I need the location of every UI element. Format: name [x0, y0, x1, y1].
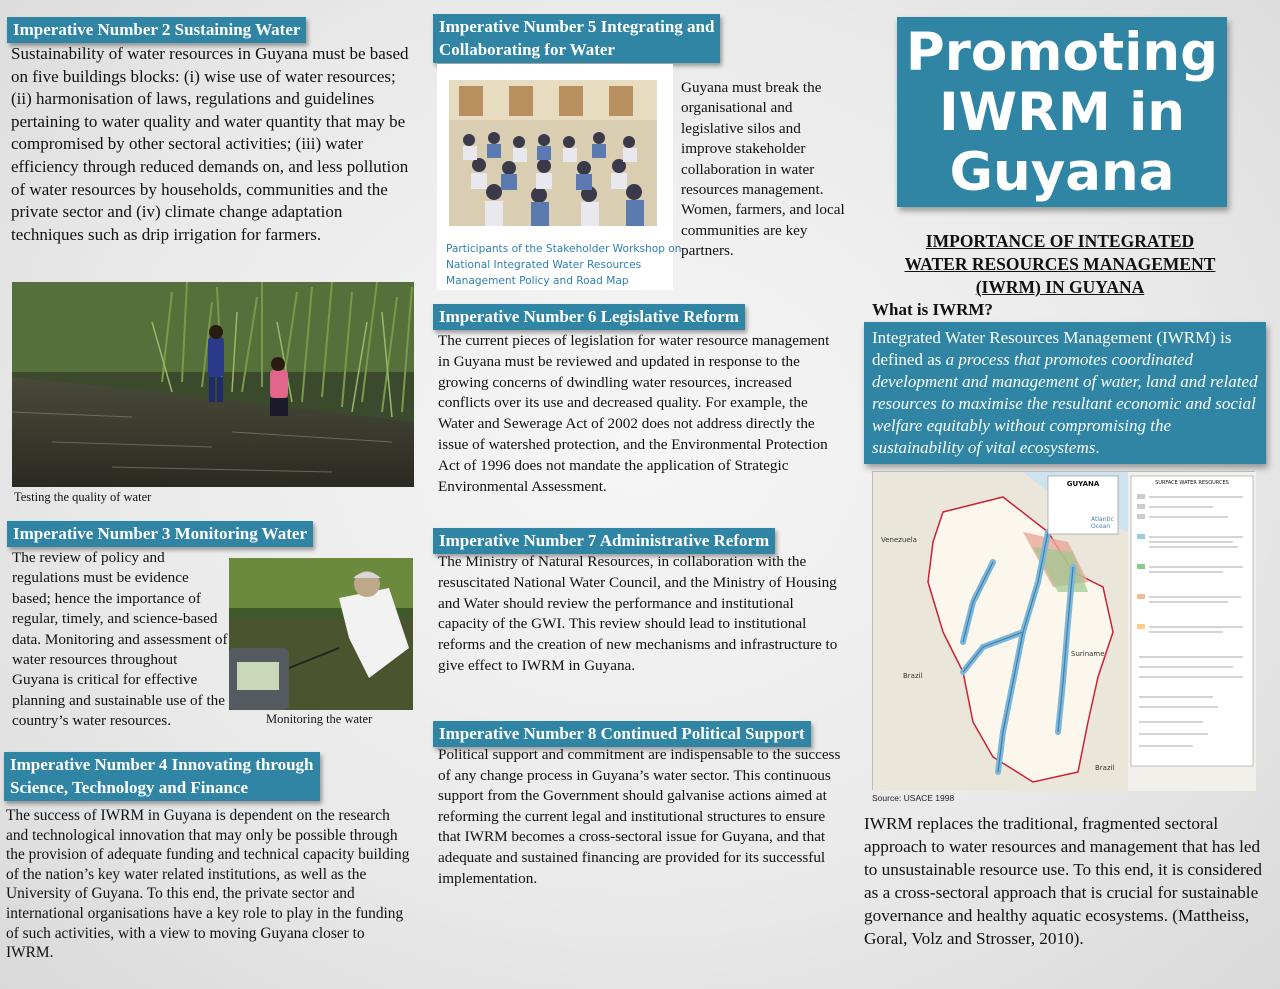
imp5-photo-card — [437, 64, 682, 290]
map-brazil-bottom-label: Brazil — [1095, 764, 1115, 772]
imp5-caption-line2: National Integrated Water Resources — [446, 259, 642, 271]
importance-heading-line3: (IWRM) IN GUYANA — [975, 277, 1145, 297]
title-line3: Guyana — [949, 142, 1175, 203]
imp8-heading: Imperative Number 8 Continued Political Support — [433, 721, 811, 747]
imp3-caption: Monitoring the water — [266, 712, 373, 726]
imp4-heading — [4, 752, 320, 801]
imp5-caption-line1: Participants of the Stakeholder Workshop on — [446, 243, 682, 255]
imp2-body: Sustainability of water resources in Guyana must be based on five buildings blocks: (i) wise use of water resources; (ii) harmonisation of laws, regulations and guidelines pertaining to water quality and water quantity that may be compromised by other sectoral activities; (iii) water efficiency through reduced demands on, and less pollution of water resources by households, communities and the private sector and (iv) climate change adaptation techniques such as drip irrigation for farmers. — [11, 44, 409, 244]
imp6-body: The current pieces of legislation for water resource management in Guyana must be reviewed and updated in response to the growing concerns of dwindling water resources, increased conflicts over its use and decreased quality. For example, the Water and Sewerage Act of 2002 does not address directly the issue of watershed protection, and the Environmental Protection Act of 1996 does not mandate the application of Strategic Environmental Assessment. — [438, 332, 830, 495]
iwrm-replaces-text: IWRM replaces the traditional, fragmented sectoral approach to water resources and management that has led to unsustainable resource use. To this end, it is considered as a cross-sectoral approach that is crucial for sustainable governance and healthy aquatic ecosystems. (Mattheiss, Goral, Volz and Strosser, 2010). — [864, 814, 1263, 948]
importance-heading — [880, 230, 1240, 299]
guyana-map — [872, 471, 1255, 790]
imp5-caption-line3: Management Policy and Road Map — [446, 275, 629, 287]
imp5-body: Guyana must break the organisational and legislative silos and improve stakeholder collaboration in water resources management. Women, farmers, and local communities are key partners. — [681, 79, 845, 260]
imp3-body: The review of policy and regulations must be evidence based; hence the importance of regular, timely, and science-based data. Monitoring and assessment of water resources throughout Guyana is critical for effective planning and sustainable use of the country’s water resources. — [12, 549, 228, 730]
imp3-heading: Imperative Number 3 Monitoring Water — [7, 521, 313, 547]
water-testing-photo — [12, 282, 414, 487]
what-is-iwrm: What is IWRM? — [872, 300, 993, 319]
map-brazil-left-label: Brazil — [903, 672, 923, 680]
map-legend-title: SURFACE WATER RESOURCES — [1155, 480, 1229, 486]
title-line1: Promoting — [905, 22, 1219, 83]
imp5-heading-line2: Collaborating for Water — [439, 40, 615, 59]
imp4-body: The success of IWRM in Guyana is dependent on the research and technological innovation that may only be possible through the provision of adequate funding and technical capacity building of the nation’s key water related institutions, as well as the University of Guyana. To this end, the private sector and international organisations have a key role to play in the funding of such activities, with a view to moving Guyana closer to IWRM. — [6, 807, 410, 962]
imp2-heading: Imperative Number 2 Sustaining Water — [7, 17, 306, 43]
map-venezuela-label: Venezuela — [881, 536, 917, 544]
importance-heading-line1: IMPORTANCE OF INTEGRATED — [925, 231, 1195, 251]
imp5-heading — [433, 14, 720, 63]
importance-heading-line2: WATER RESOURCES MANAGEMENT — [904, 254, 1216, 274]
map-country-label: GUYANA — [1066, 480, 1100, 488]
workshop-photo — [449, 80, 657, 226]
definition-italic: a process that promotes coordinated development and management of water, land and related resources to maximise the resultant economic and social welfare equitably without compromising the sustainability of vital ecosystems — [872, 350, 1258, 457]
imp4-heading-line2: Science, Technology and Finance — [10, 778, 249, 797]
imp4-heading-line1: Imperative Number 4 Innovating through — [10, 755, 314, 774]
imp2-caption: Testing the quality of water — [14, 490, 152, 504]
definition-end: . — [1095, 438, 1100, 457]
imp5-heading-line1: Imperative Number 5 Integrating and — [439, 17, 715, 36]
imp7-body: The Ministry of Natural Resources, in collaboration with the resuscitated National Water Council, and the Ministry of Housing and Water should review the performance and institutional capacity of the GWI. This review should lead to institutional reforms and the creation of new mechanisms and infrastructure to give effect to IWRM in Guyana. — [438, 553, 838, 674]
imp5-caption — [446, 241, 682, 289]
map-ocean-label: Atlantic Ocean — [1091, 516, 1114, 530]
monitoring-photo — [229, 558, 413, 710]
title-line2: IWRM in — [938, 82, 1186, 143]
map-suriname-label: Suriname — [1071, 650, 1105, 658]
imp8-body: Political support and commitment are indispensable to the success of any change process in Guyana’s water sector. This continuous support from the Government should galvanise actions aimed at reforming the current legal and institutional structures to ensure that IWRM becomes a cross-sectoral issue for Guyana, and that adequate and sustained financing are provided for its successful implementation. — [438, 746, 841, 887]
definition-plain: Integrated Water Resources Management (IWRM) is defined as — [872, 328, 1232, 369]
imp7-heading: Imperative Number 7 Administrative Reform — [433, 528, 775, 554]
poster-title — [897, 17, 1227, 207]
map-source: Source: USACE 1998 — [872, 793, 955, 803]
definition-box — [864, 322, 1266, 464]
imp6-heading: Imperative Number 6 Legislative Reform — [433, 304, 745, 330]
